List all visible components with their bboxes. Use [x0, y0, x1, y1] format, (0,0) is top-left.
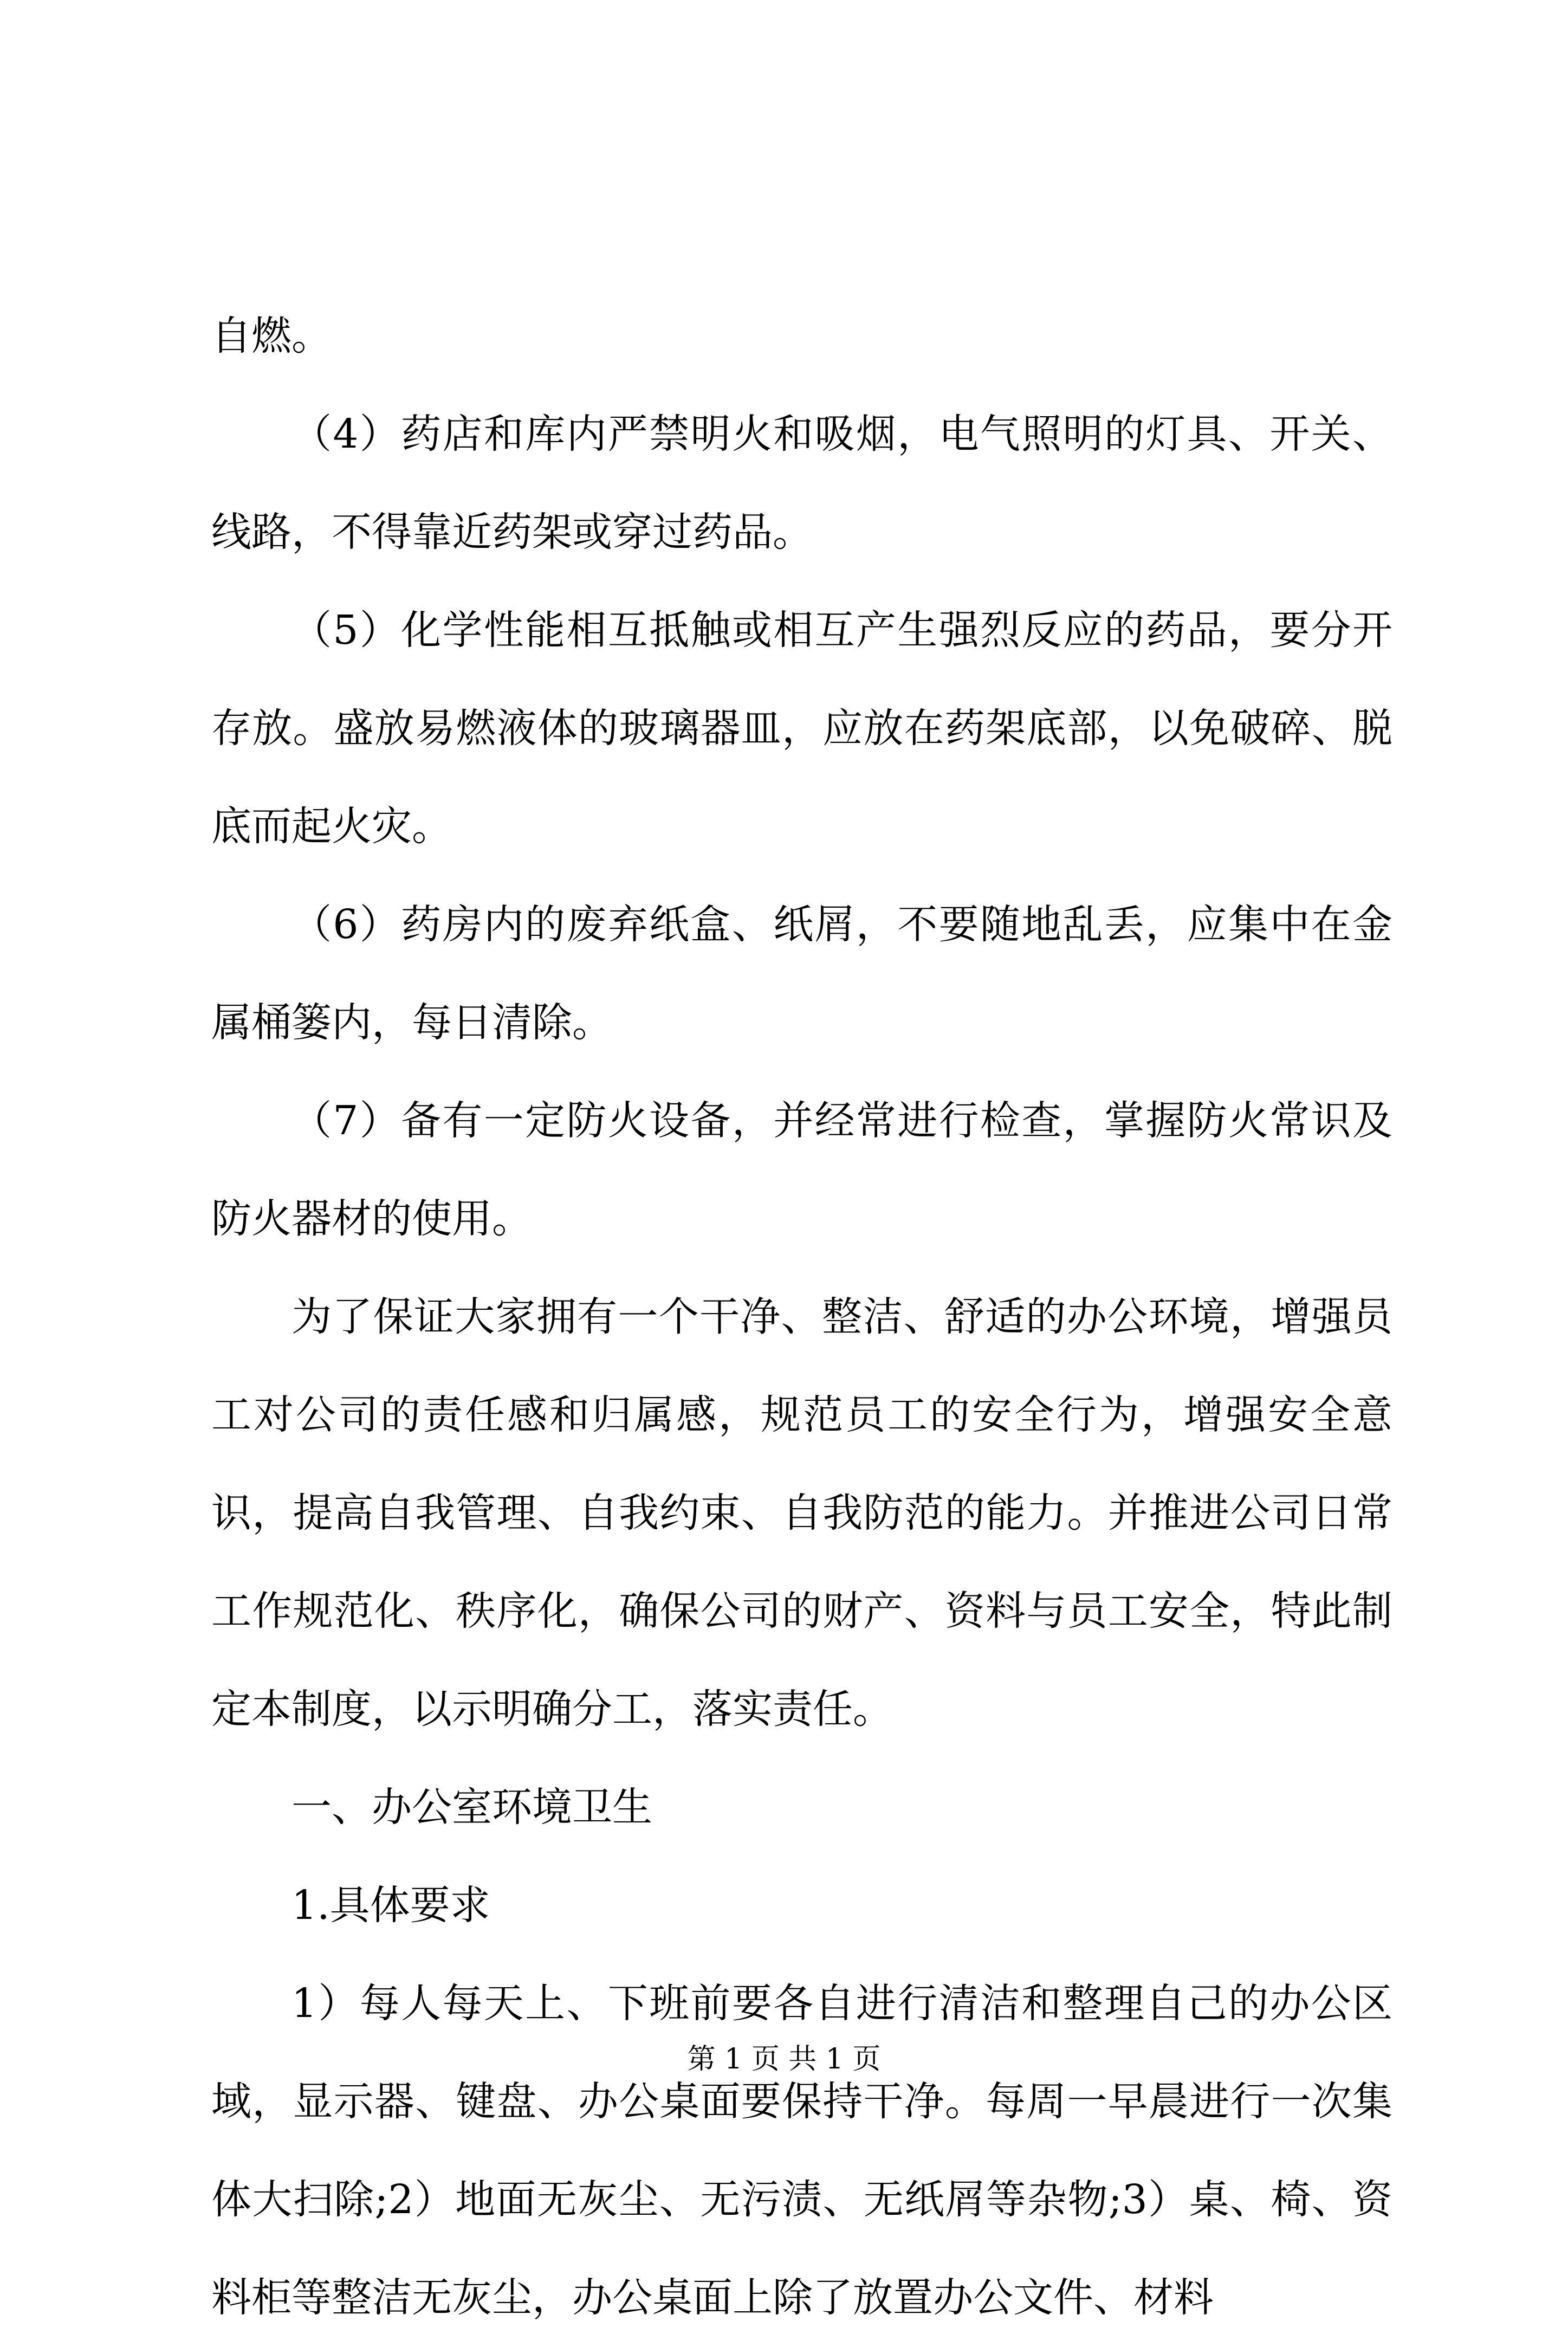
paragraph-5: （7）备有一定防火设备，并经常进行检查，掌握防火常识及防火器材的使用。: [211, 1097, 1392, 1242]
paragraph-3: （5）化学性能相互抵触或相互产生强烈反应的药品，要分开存放。盛放易燃液体的玻璃器皿，应放在药架底部，以免破碎、脱底而起火灾。: [211, 607, 1392, 850]
paragraph-1: 自燃。: [211, 313, 332, 359]
paragraph-4: （6）药房内的废弃纸盒、纸屑，不要随地乱丢，应集中在金属桶篓内，每日清除。: [211, 901, 1392, 1046]
section-heading: 一、办公室环境卫生: [291, 1784, 652, 1831]
page-footer: 第 1 页 共 1 页: [687, 2043, 881, 2076]
subsection-heading: 1.具体要求: [291, 1882, 490, 1929]
paragraph-9: 1）每人每天上、下班前要各自进行清洁和整理自己的办公区域，显示器、键盘、办公桌面要保持干净。每周一早晨进行一次集体大扫除;2）地面无灰尘、无污渍、无纸屑等杂物;3）桌、椅、资料柜等整洁无灰尘，办公桌面上除了放置办公文件、材料: [211, 1980, 1392, 2321]
document-body: [211, 287, 1392, 2347]
paragraph-2: （4）药店和库内严禁明火和吸烟，电气照明的灯具、开关、线路，不得靠近药架或穿过药品。: [211, 411, 1392, 555]
paragraph-6: 为了保证大家拥有一个干净、整洁、舒适的办公环境，增强员工对公司的责任感和归属感，规范员工的安全行为，增强安全意识，提高自我管理、自我约束、自我防范的能力。并推进公司日常工作规范化、秩序化，确保公司的财产、资料与员工安全，特此制定本制度，以示明确分工，落实责任。: [211, 1294, 1392, 1732]
